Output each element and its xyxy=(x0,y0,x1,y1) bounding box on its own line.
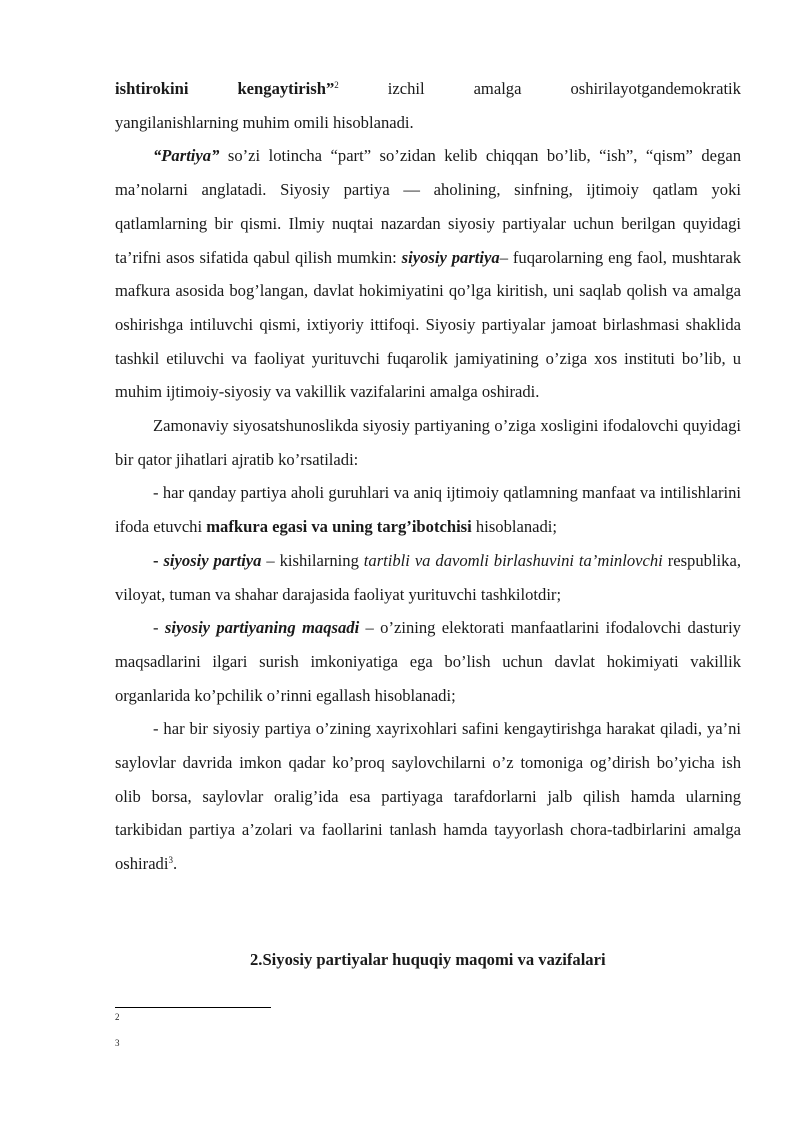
list-item-organization xyxy=(115,544,741,611)
body-text xyxy=(115,72,741,881)
list-item-text: – kishilarning xyxy=(261,550,364,570)
list-dash: - xyxy=(153,618,165,638)
footnote-ref-2: 2 xyxy=(334,80,339,90)
footnote-separator xyxy=(115,1007,271,1008)
word-amalga: amalga xyxy=(473,79,522,98)
word-izchil: izchil xyxy=(387,79,425,98)
list-item-supporters xyxy=(115,712,741,881)
section-heading: 2.Siyosiy partiyalar huquqiy maqomi va vazifalari xyxy=(250,950,606,969)
term-partiya: “Partiya” xyxy=(153,146,220,166)
italic-phrase: tartibli va davomli birlashuvini ta’minlovchi xyxy=(363,550,663,570)
term-mafkura-egasi: mafkura egasi va uning targ’ibotchisi xyxy=(206,517,472,537)
footnote-ref-3: 3 xyxy=(168,855,173,866)
list-item-text-end: respublika, viloyat, tuman va shahar darajasida faoliyat yurituvchi tashkilotdir; xyxy=(115,550,741,604)
word-kengaytirish: kengaytirish” xyxy=(237,79,335,98)
word-kengaytirish-group xyxy=(237,72,338,106)
list-item-goal xyxy=(115,611,741,712)
list-item-ideology xyxy=(115,476,741,543)
footnote-3: 3 xyxy=(115,1038,120,1048)
definition-text-cont: – fuqarolarning eng faol, mushtarak mafkura asosida bog’langan, davlat hokimiyatini qo’lga kiritish, uni saqlab qolish va amalga oshirishga intiluvchi qismi, ixtiyoriy ittifoqi. Siyosiy partiyalar jamoat birlashmasi shaklida tashkil etiluvchi va faoliyat yurituvchi fuqarolik jamiyatining o’ziga xos instituti bo’lib, u muhim ijtimoiy-siyosiy va vakillik vazifalarini amalga oshiradi. xyxy=(115,247,741,402)
paragraph-partiya-definition xyxy=(115,139,741,409)
paragraph-continuation-line2: yangilanishlarning muhim omili hisoblanadi. xyxy=(115,112,414,132)
word-oshirilayotgan: oshirilayotgandemokratik xyxy=(570,79,741,98)
term-siyosiy-partiya-2: siyosiy partiya xyxy=(163,550,262,570)
list-item-text: - har bir siyosiy partiya o’zining xayrixohlari safini kengaytirishga harakat qiladi, ya’ni saylovlar davrida imkon qadar ko’proq saylovchilarni o’z tomoniga og’dirish bo’yicha ish olib borsa, saylovlar oralig’ida esa partiyaga tarafdorlarni jalb qilish hamda ularning tarkibidan partiya a’zolari va faollarini tanlash hamda tayyorlash chora-tadbirlarini amalga oshiradi xyxy=(115,719,741,874)
list-dash: - xyxy=(153,550,164,570)
word-ishtirokini: ishtirokini xyxy=(115,79,189,98)
footnote-2: 2 xyxy=(115,1012,120,1022)
definition-text: so’zi lotincha “part” so’zidan kelib chiqqan bo’lib, “ish”, “qism” degan ma’nolarni anglatadi. Siyosiy partiya — aholining, sinfning, ijtimoiy qatlam yoki qatlamlarning bir qismi. Ilmiy nuqtai nazardan siyosiy partiyalar uchun berilgan quyidagi ta’rifni asos sifatida qabul qilish mumkin: xyxy=(115,146,741,267)
list-item-text-end: . xyxy=(172,854,178,874)
list-item-text-end: hisoblanadi; xyxy=(471,517,558,537)
list-item-text: – o’zining elektorati manfaatlarini ifodalovchi dasturiy maqsadlarini ilgari surish imkoniyatiga ega bo’lish uchun davlat hokimiyati vakillik organlarida ko’pchilik o’rinni egallash hisoblanadi; xyxy=(115,618,741,705)
paragraph-continuation-line1 xyxy=(115,72,741,106)
list-item-text: - har qanday partiya aholi guruhlari va aniq ijtimoiy qatlamning manfaat va intilishlarini ifoda etuvchi xyxy=(115,483,741,537)
term-partiya-maqsadi: siyosiy partiyaning maqsadi xyxy=(164,618,360,638)
paragraph-features-intro: Zamonaviy siyosatshunoslikda siyosiy partiyaning o’ziga xosligini ifodalovchi quyidagi bir qator jihatlari ajratib ko’rsatiladi: xyxy=(115,416,741,469)
term-siyosiy-partiya: siyosiy partiya xyxy=(401,247,500,267)
